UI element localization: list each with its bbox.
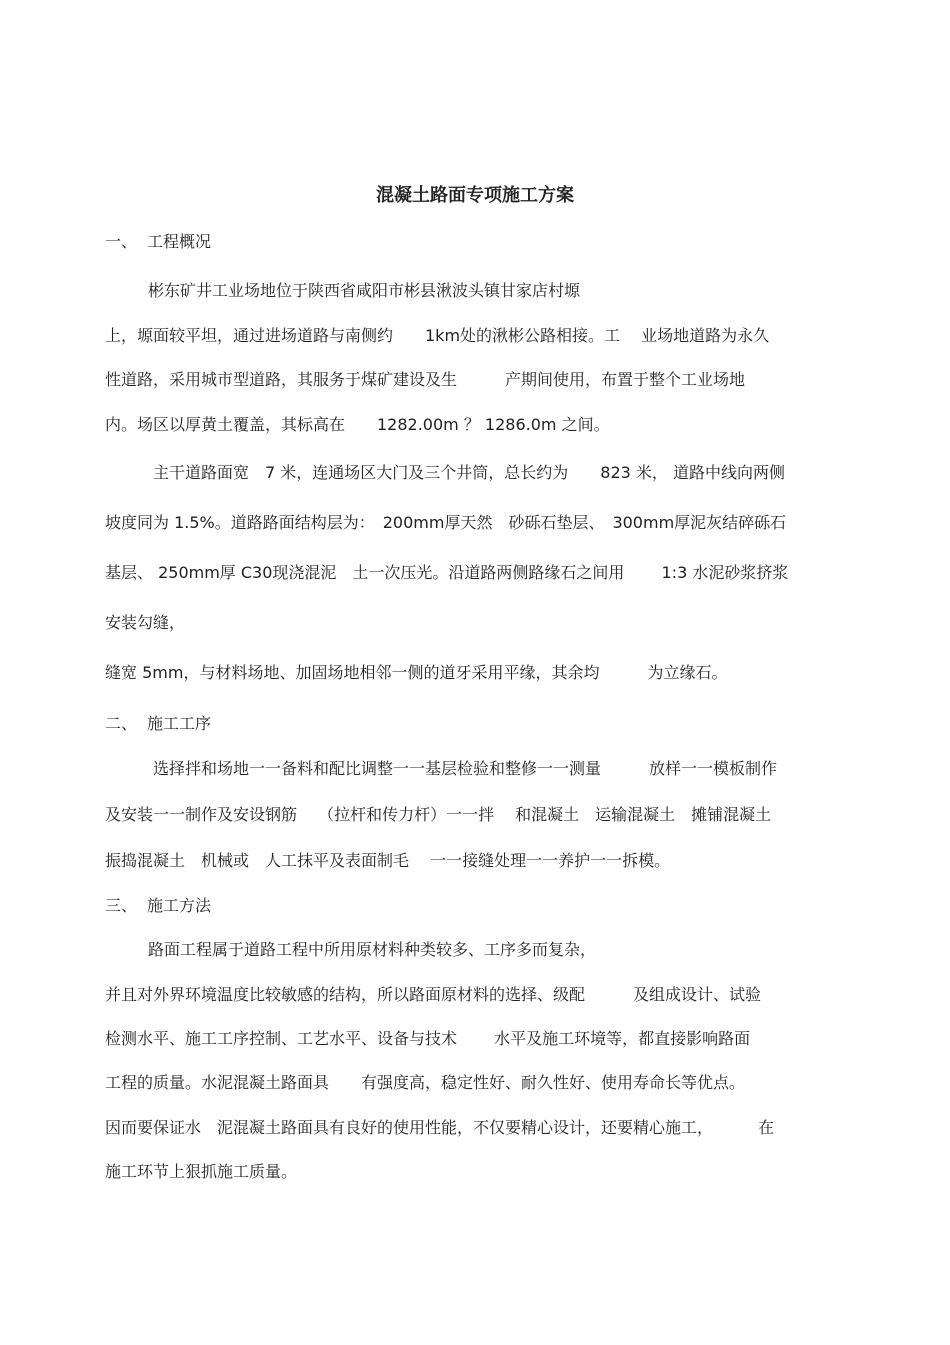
section-title: 施工方法 xyxy=(147,896,212,915)
paragraph-line: 工程的质量。水泥混凝土路面具 有强度高，稳定性好、耐久性好、使用寿命长等优点。 xyxy=(105,1073,746,1092)
paragraph-line: 选择拌和场地一一备料和配比调整一一基层检验和整修一一测量 放样一一模板制作 xyxy=(153,759,778,778)
section-heading-overview xyxy=(105,231,211,253)
section-number: 二、 xyxy=(105,714,138,733)
paragraph-line: 坡度同为 1.5%。道路路面结构层为： 200mm厚天然 砂砾石垫层、 300mm厚泥灰结碎砾石 xyxy=(105,513,787,532)
paragraph-line: 检测水平、施工工序控制、工艺水平、设备与技术 水平及施工环境等，都直接影响路面 xyxy=(105,1029,751,1048)
paragraph-line: 性道路，采用城市型道路，其服务于煤矿建设及生 产期间使用，布置于整个工业场地 xyxy=(105,370,746,389)
document-title: 混凝土路面专项施工方案 xyxy=(376,185,574,206)
section-number: 一、 xyxy=(105,232,138,251)
paragraph-line: 缝宽 5mm，与材料场地、加固场地相邻一侧的道牙采用平缘，其余均 为立缘石。 xyxy=(105,663,728,682)
paragraph-line: 施工环节上狠抓施工质量。 xyxy=(105,1162,298,1181)
section-number: 三、 xyxy=(105,896,138,915)
paragraph-line: 路面工程属于道路工程中所用原材料种类较多、工序多而复杂， xyxy=(148,940,597,959)
paragraph-line: 并且对外界环境温度比较敏感的结构，所以路面原材料的选择、级配 及组成设计、试验 xyxy=(105,985,762,1004)
paragraph-line: 彬东矿井工业场地位于陕西省咸阳市彬县湫波头镇甘家店村塬 xyxy=(148,281,581,300)
section-title: 施工工序 xyxy=(147,714,212,733)
paragraph-line: 及安装一一制作及安设钢筋 （拉杆和传力杆）一一拌 和混凝土 运输混凝土 摊铺混凝土 xyxy=(105,805,772,824)
paragraph-line: 因而要保证水 泥混凝土路面具有良好的使用性能，不仅要精心设计，还要精心施工， 在 xyxy=(105,1118,775,1137)
section-heading-method xyxy=(105,895,211,917)
section-heading-procedure xyxy=(105,713,211,735)
paragraph-line: 内。场区以厚黄土覆盖，其标高在 1282.00m ？ 1286.0m 之间。 xyxy=(105,415,610,434)
paragraph-line: 安装勾缝， xyxy=(105,613,186,632)
paragraph-line: 主干道路面宽 7 米，连通场区大门及三个井筒，总长约为 823 米， 道路中线向两侧 xyxy=(153,463,785,482)
paragraph-line: 基层、 250mm厚 C30现浇混泥 土一次压光。沿道路两侧路缘石之间用 1:3 水泥砂浆挤浆 xyxy=(105,563,789,582)
paragraph-line: 上，塬面较平坦，通过进场道路与南侧约 1km处的湫彬公路相接。工 业场地道路为永久 xyxy=(105,326,770,345)
paragraph-line: 振捣混凝土 机械或 人工抹平及表面制毛 一一接缝处理一一养护一一拆模。 xyxy=(105,851,671,870)
section-title: 工程概况 xyxy=(147,232,212,251)
